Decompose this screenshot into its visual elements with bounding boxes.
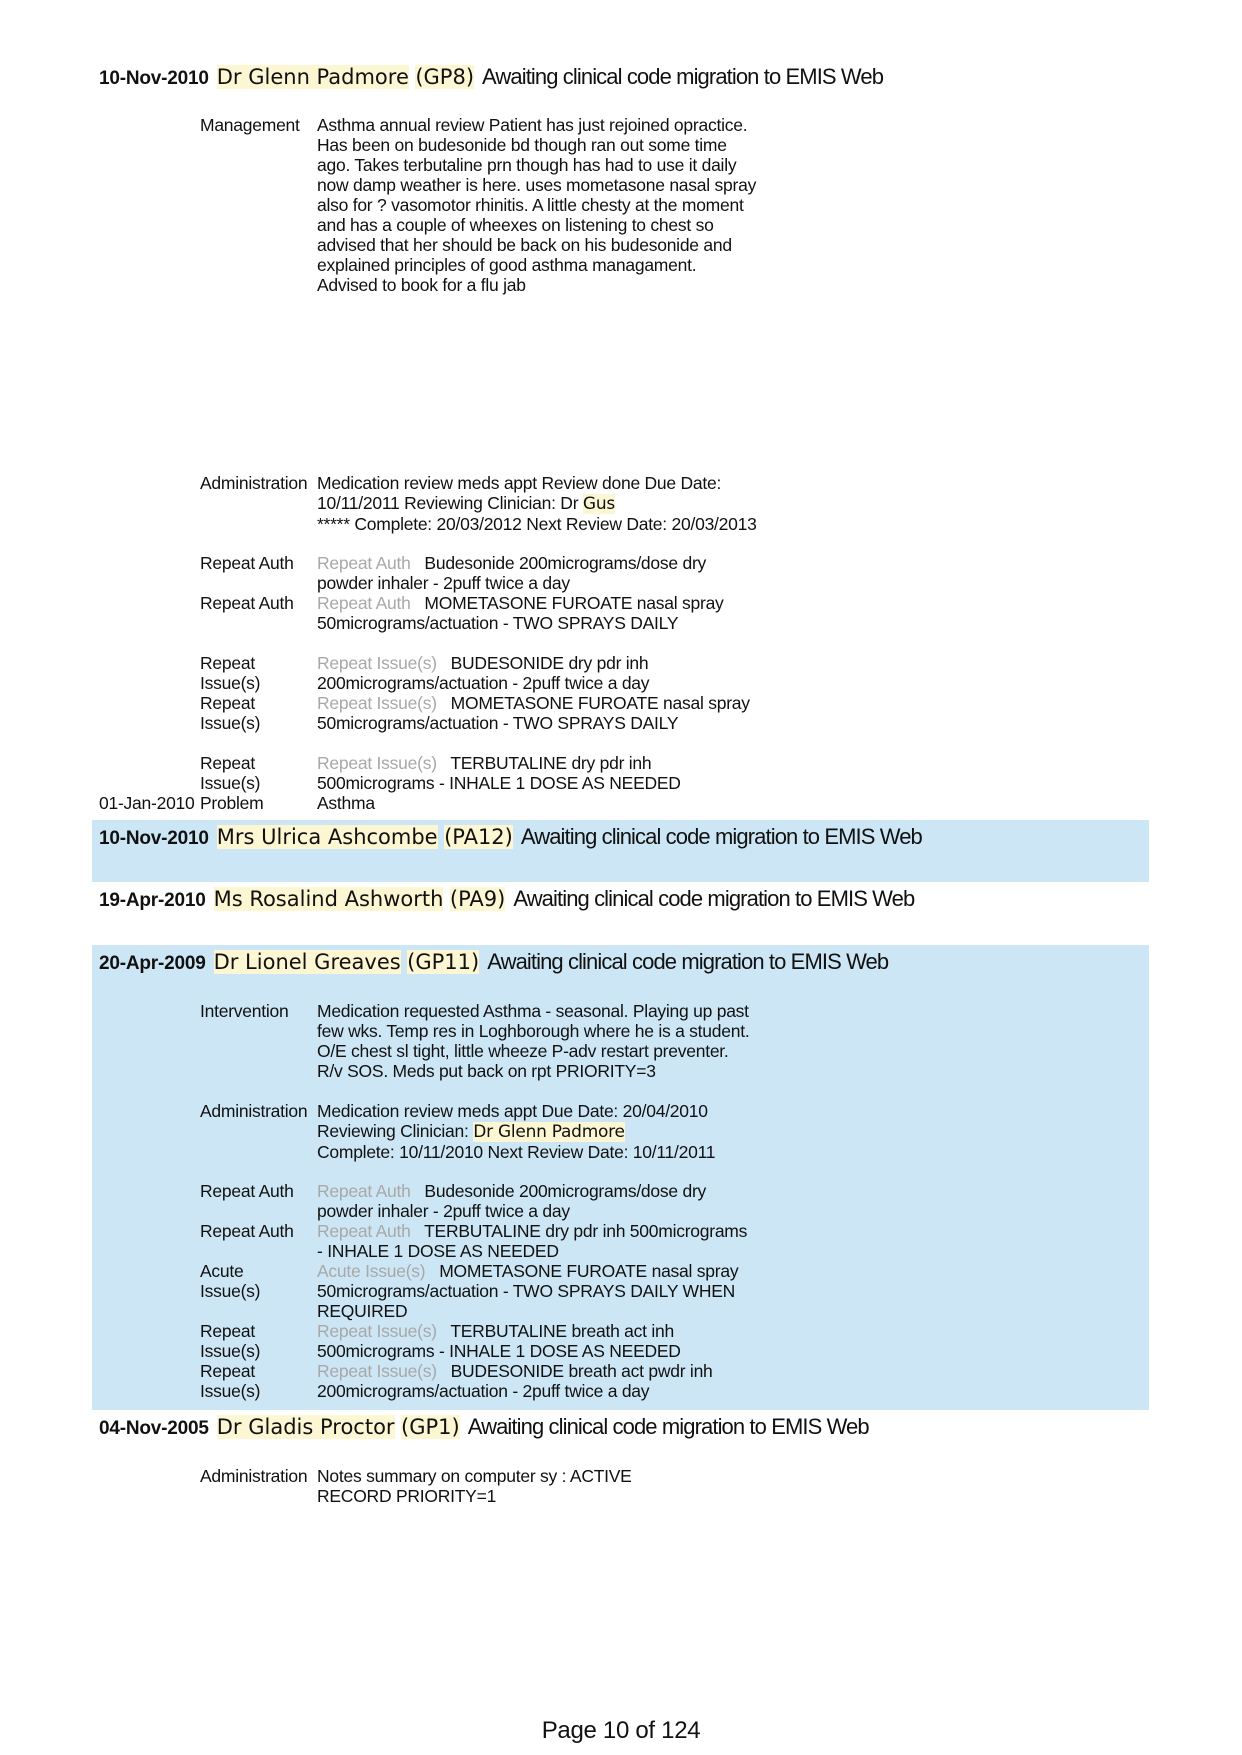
clinician-name[interactable]: Ms Rosalind Ashworth: [213, 887, 444, 911]
row-prefix: Repeat Auth: [317, 1221, 411, 1241]
row-label: Repeat Issue(s): [200, 1321, 261, 1361]
row-label: Repeat Issue(s): [200, 1361, 261, 1401]
row-text: Notes summary on computer sy : ACTIVE RECORD PRIORITY=1: [317, 1466, 632, 1506]
clinician-name[interactable]: Dr Gladis Proctor: [216, 1415, 395, 1439]
row-text-main: TERBUTALINE dry pdr inh 500micrograms - INHALE 1 DOSE AS NEEDED: [317, 1221, 748, 1261]
entry-header: [99, 949, 888, 975]
row-label: Acute Issue(s): [200, 1261, 261, 1301]
clinician-link[interactable]: Dr Glenn Padmore: [473, 1122, 625, 1142]
clinician-code: (GP11): [407, 950, 480, 974]
row-text: [317, 653, 757, 693]
row-text: [317, 1321, 757, 1361]
row-text: [317, 593, 757, 633]
row-text: [317, 1261, 757, 1321]
page-number: Page 10 of 124: [541, 1717, 701, 1744]
entry-date: 10-Nov-2010: [99, 828, 209, 849]
row-text-main: Medication review meds appt Due Date: 20/04/2010 Reviewing Clinician:: [317, 1101, 708, 1141]
entry-status: Awaiting clinical code migration to EMIS Web: [467, 1414, 869, 1439]
row-text: [317, 1181, 757, 1221]
clinician-code: (GP1): [401, 1415, 460, 1439]
entry-header: [99, 824, 922, 850]
row-text-tail: ***** Complete: 20/03/2012 Next Review Date: 20/03/2013: [317, 514, 757, 534]
row-text-main: BUDESONIDE breath act pwdr inh 200micrograms/actuation - 2puff twice a day: [317, 1361, 713, 1401]
clinician-name[interactable]: Dr Lionel Greaves: [213, 950, 401, 974]
row-text: [317, 693, 757, 733]
clinician-code: (GP8): [415, 65, 475, 89]
row-label: Repeat Auth: [200, 553, 294, 573]
consultation-entry: [92, 1410, 1149, 1510]
row-label: Repeat Auth: [200, 1221, 294, 1241]
row-prefix: Repeat Auth: [317, 553, 411, 573]
entry-header: [99, 886, 914, 912]
row-label: Management: [200, 115, 300, 135]
row-text-main: TERBUTALINE dry pdr inh 500micrograms - INHALE 1 DOSE AS NEEDED: [317, 753, 681, 793]
row-text-main: Budesonide 200micrograms/dose dry powder inhaler - 2puff twice a day: [317, 1181, 707, 1221]
problem-date: 01-Jan-2010: [99, 793, 195, 813]
clinician-name[interactable]: Mrs Ulrica Ashcombe: [216, 825, 438, 849]
row-text: Asthma: [317, 793, 375, 813]
clinician-code: (PA9): [449, 887, 506, 911]
entry-header: [99, 64, 883, 90]
row-prefix: Repeat Auth: [317, 593, 411, 613]
row-text: [317, 1221, 757, 1261]
entry-date: 04-Nov-2005: [99, 1418, 209, 1439]
row-text-tail: Complete: 10/11/2010 Next Review Date: 10/11/2011: [317, 1142, 716, 1162]
clinician-link[interactable]: Gus: [582, 494, 615, 514]
row-label: Repeat Auth: [200, 593, 294, 613]
row-text: [317, 473, 757, 534]
row-prefix: Repeat Issue(s): [317, 653, 437, 673]
row-label: Repeat Issue(s): [200, 653, 261, 693]
consultation-entry: [92, 820, 1149, 882]
entry-status: Awaiting clinical code migration to EMIS Web: [487, 949, 889, 974]
row-label: Intervention: [200, 1001, 289, 1021]
row-label: Repeat Issue(s): [200, 753, 261, 793]
row-label: Administration: [200, 473, 308, 493]
row-prefix: Repeat Issue(s): [317, 753, 437, 773]
row-text: [317, 753, 757, 793]
row-text-main: MOMETASONE FUROATE nasal spray 50micrograms/actuation - TWO SPRAYS DAILY: [317, 593, 724, 633]
row-text-main: Medication review meds appt Review done Due Date: 10/11/2011 Reviewing Clinician: Dr: [317, 473, 722, 513]
consultation-entry: [92, 60, 1149, 820]
row-label: Administration: [200, 1466, 308, 1486]
row-text: Medication requested Asthma - seasonal. Playing up past few wks. Temp res in Loghborough where he is a student. O/E chest sl tight, little wheeze P-adv restart preventer. R/v SOS. Meds put back on rpt PRIORITY=3: [317, 1001, 750, 1081]
row-prefix: Repeat Issue(s): [317, 1361, 437, 1381]
row-text-main: MOMETASONE FUROATE nasal spray 50micrograms/actuation - TWO SPRAYS DAILY: [317, 693, 750, 733]
row-text-main: BUDESONIDE dry pdr inh 200micrograms/actuation - 2puff twice a day: [317, 653, 650, 693]
row-label: Repeat Issue(s): [200, 693, 261, 733]
entry-date: 10-Nov-2010: [99, 68, 209, 89]
consultation-entry: [92, 945, 1149, 1410]
row-label: Administration: [200, 1101, 308, 1121]
entry-header: [99, 1414, 869, 1440]
clinician-name[interactable]: Dr Glenn Padmore: [216, 65, 409, 89]
entry-date: 20-Apr-2009: [99, 953, 206, 974]
row-text-main: Budesonide 200micrograms/dose dry powder inhaler - 2puff twice a day: [317, 553, 707, 593]
row-prefix: Acute Issue(s): [317, 1261, 426, 1281]
row-text: [317, 1361, 757, 1401]
entry-status: Awaiting clinical code migration to EMIS Web: [482, 64, 884, 89]
row-text: Asthma annual review Patient has just rejoined opractice. Has been on budesonide bd though ran out some time ago. Takes terbutaline prn though has had to use it daily now damp weather is here. uses mometasone nasal spray also for ? vasomotor rhinitis. A little chesty at the moment and has a couple of wheexes on listening to chest so advised that her should be back on his budesonide and explained principles of good asthma managament. Advised to book for a flu jab: [317, 115, 757, 295]
row-label: Problem: [200, 793, 264, 813]
row-text-main: TERBUTALINE breath act inh 500micrograms - INHALE 1 DOSE AS NEEDED: [317, 1321, 681, 1361]
consultation-entry: [92, 882, 1149, 945]
entry-status: Awaiting clinical code migration to EMIS Web: [513, 886, 915, 911]
row-text: [317, 553, 757, 593]
row-text-main: MOMETASONE FUROATE nasal spray 50micrograms/actuation - TWO SPRAYS DAILY WHEN REQUIRED: [317, 1261, 739, 1321]
row-prefix: Repeat Issue(s): [317, 693, 437, 713]
row-prefix: Repeat Issue(s): [317, 1321, 437, 1341]
row-label: Repeat Auth: [200, 1181, 294, 1201]
row-prefix: Repeat Auth: [317, 1181, 411, 1201]
entry-date: 19-Apr-2010: [99, 890, 206, 911]
row-text: [317, 1101, 757, 1162]
entry-status: Awaiting clinical code migration to EMIS Web: [520, 824, 922, 849]
clinician-code: (PA12): [444, 825, 513, 849]
